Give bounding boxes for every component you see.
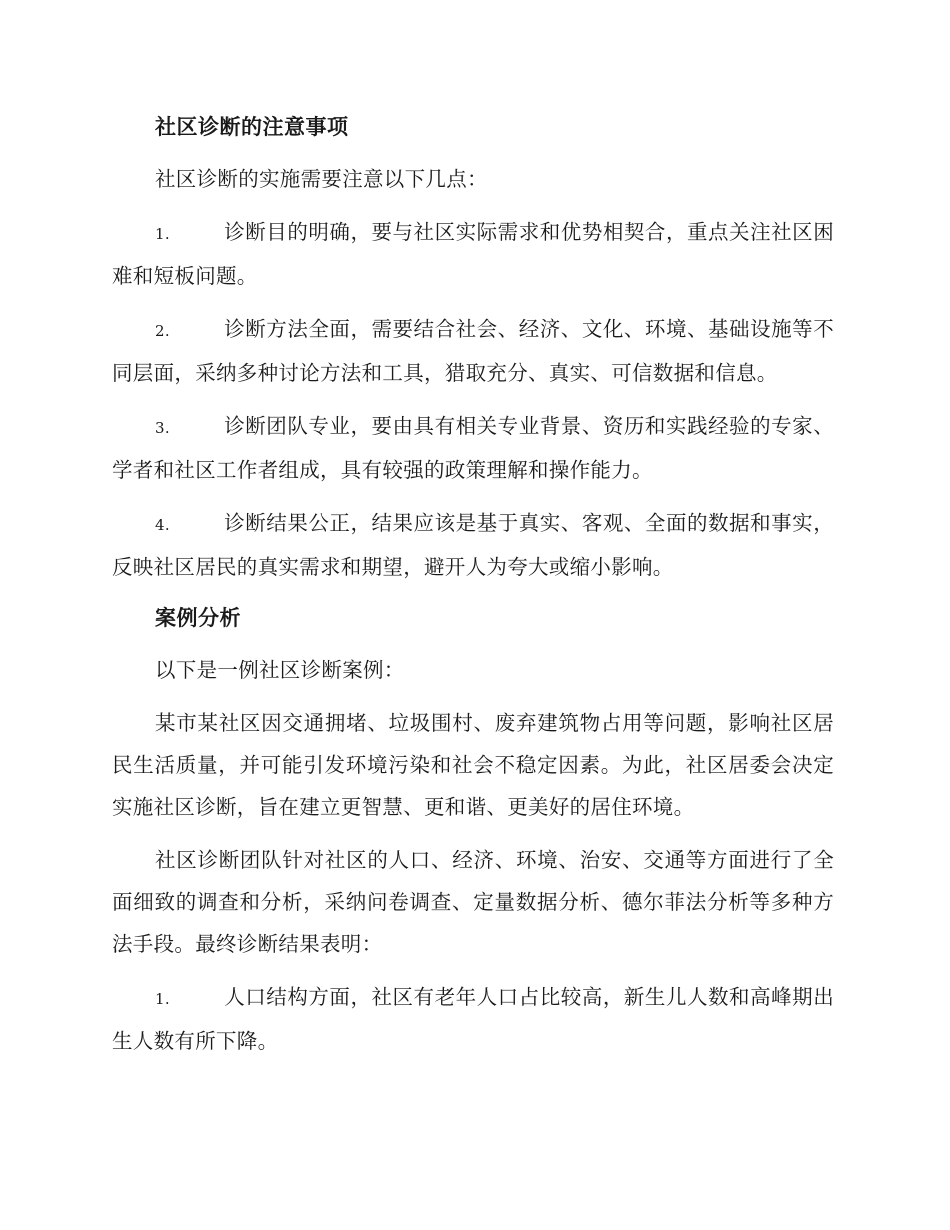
body-paragraph: 社区诊断团队针对社区的人口、经济、环境、治安、交通等方面进行了全面细致的调查和分析，采纳问卷调查、定量数据分析、德尔菲法分析等多种方法手段。最终诊断结果表明：	[112, 848, 834, 956]
list-item	[112, 976, 834, 1062]
list-item-text: 诊断团队专业，要由具有相关专业背景、资历和实践经验的专家、学者和社区工作者组成，具有较强的政策理解和操作能力。	[112, 414, 834, 482]
list-item	[112, 308, 834, 394]
list-item	[112, 211, 834, 297]
list-item	[112, 502, 834, 588]
document-page	[112, 108, 834, 1073]
list-item-text: 诊断方法全面，需要结合社会、经济、文化、环境、基础设施等不同层面，采纳多种讨论方法和工具，猎取充分、真实、可信数据和信息。	[112, 317, 834, 385]
list-number: 1.	[155, 225, 170, 243]
list-number: 3.	[155, 419, 170, 437]
list-item-text: 诊断结果公正，结果应该是基于真实、客观、全面的数据和事实，反映社区居民的真实需求和期望，避开人为夸大或缩小影响。	[112, 511, 834, 579]
section-heading-case-analysis: 案例分析	[155, 606, 241, 630]
section-intro: 以下是一例社区诊断案例：	[155, 658, 405, 682]
list-number: 4.	[155, 516, 170, 534]
list-item-text: 诊断目的明确，要与社区实际需求和优势相契合，重点关注社区困难和短板问题。	[112, 220, 834, 288]
list-number: 1.	[155, 990, 170, 1008]
list-number: 2.	[155, 322, 170, 340]
section-intro: 社区诊断的实施需要注意以下几点：	[155, 167, 488, 191]
list-item	[112, 405, 834, 491]
body-paragraph: 某市某社区因交通拥堵、垃圾围村、废弃建筑物占用等问题，影响社区居民生活质量，并可能引发环境污染和社会不稳定因素。为此，社区居委会决定实施社区诊断，旨在建立更智慧、更和谐、更美好的居住环境。	[112, 711, 834, 819]
section-heading-precautions: 社区诊断的注意事项	[155, 115, 349, 139]
list-item-text: 人口结构方面，社区有老年人口占比较高，新生儿人数和高峰期出生人数有所下降。	[112, 985, 834, 1053]
